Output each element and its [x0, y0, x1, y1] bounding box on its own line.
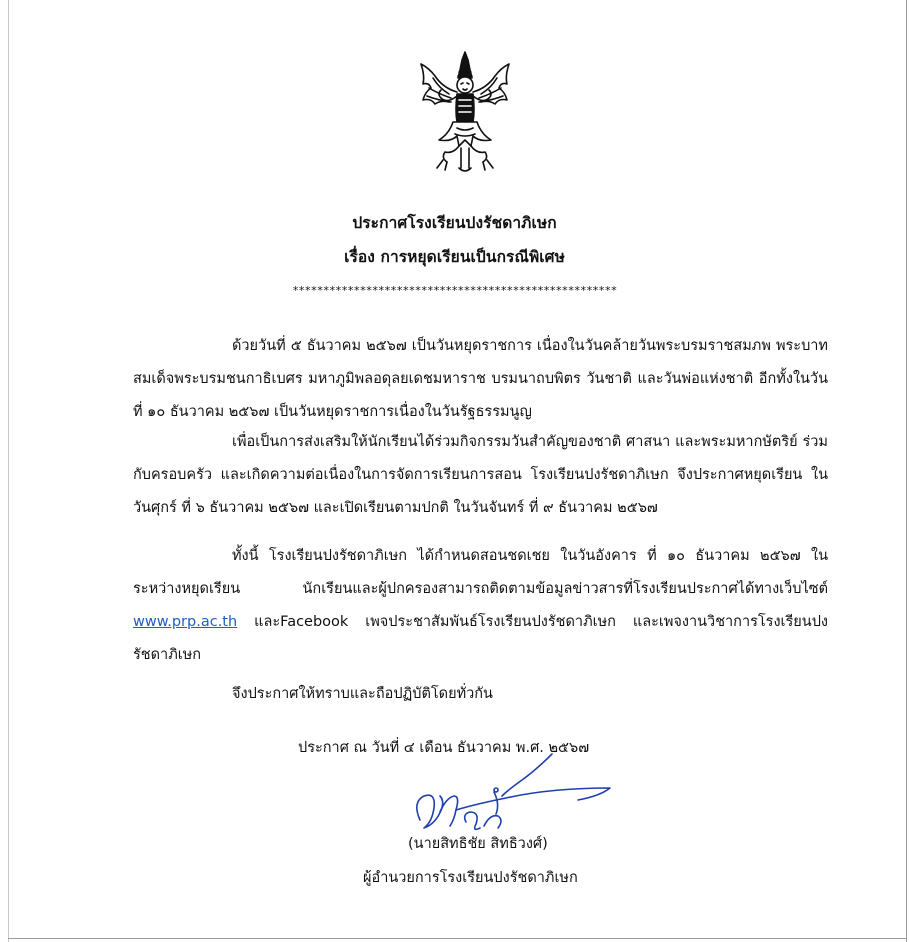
paragraph-closing: จึงประกาศให้ทราบและถือปฏิบัติโดยทั่วกัน [232, 686, 493, 702]
paragraph-makeup-class [133, 540, 828, 672]
page-border-bottom [8, 938, 907, 939]
makeup-class-text: ทั้งนี้ โรงเรียนปงรัชดาภิเษก ได้กำหนดสอนชดเชย ในวันอังคาร ที่ ๑๐ ธันวาคม ๒๕๖๗ ในระหว่างหยุดเรียน นักเรียนและผู้ปกครองสามารถติดตามข้อมูลข่าวสารที่โรงเรียนประกาศได้ทางเว็บไซต์ [133, 548, 828, 597]
signature-image [410, 752, 620, 842]
signer-position: ผู้อำนวยการโรงเรียนปงรัชดาภิเษก [363, 870, 578, 886]
paragraph-school-closure: เพื่อเป็นการส่งเสริมให้นักเรียนได้ร่วมกิจกรรมวันสำคัญของชาติ ศาสนา และพระมหากษัตริย์ ร่วมกับครอบครัว และเกิดความต่อเนื่องในการจัดการเรียนการสอน โรงเรียนปงรัชดาภิเษก จึงประกาศหยุดเรียน ในวันศุกร์ ที่ ๖ ธันวาคม ๒๕๖๗ และเปิดเรียนตามปกติ ในวันจันทร์ ที่ ๙ ธันวาคม ๒๕๖๗ [133, 434, 828, 516]
signer-name: (นายสิทธิชัย สิทธิวงศ์) [408, 836, 548, 852]
page-border-left [8, 0, 9, 942]
announcement-subject: เรื่อง การหยุดเรียนเป็นกรณีพิเศษ [344, 248, 565, 266]
paragraph-holiday-reason: ด้วยวันที่ ๕ ธันวาคม ๒๕๖๗ เป็นวันหยุดราชการ เนื่องในวันคล้ายวันพระบรมราชสมภพ พระบาทสมเด็จพระบรมชนกาธิเบศร มหาภูมิพลอดุลยเดชมหาราช บรมนาถบพิตร วันชาติ และวันพ่อแห่งชาติ อีกทั้งในวันที่ ๑๐ ธันวาคม ๒๕๖๗ เป็นวันหยุดราชการเนื่องในวันรัฐธรรมนูญ [133, 338, 828, 420]
announcement-date: ประกาศ ณ วันที่ ๔ เดือน ธันวาคม พ.ศ. ๒๕๖๗ [298, 740, 590, 756]
separator-line: ***************************************************** [292, 284, 617, 297]
page-border-right [906, 0, 907, 942]
garuda-emblem-icon [415, 48, 515, 176]
website-link[interactable]: www.prp.ac.th [133, 614, 238, 630]
facebook-pages-text: และFacebook เพจประชาสัมพันธ์โรงเรียนปงรัชดาภิเษก และเพจงานวิชาการโรงเรียนปงรัชดาภิเษก [133, 614, 828, 663]
announcement-title: ประกาศโรงเรียนปงรัชดาภิเษก [352, 214, 557, 232]
